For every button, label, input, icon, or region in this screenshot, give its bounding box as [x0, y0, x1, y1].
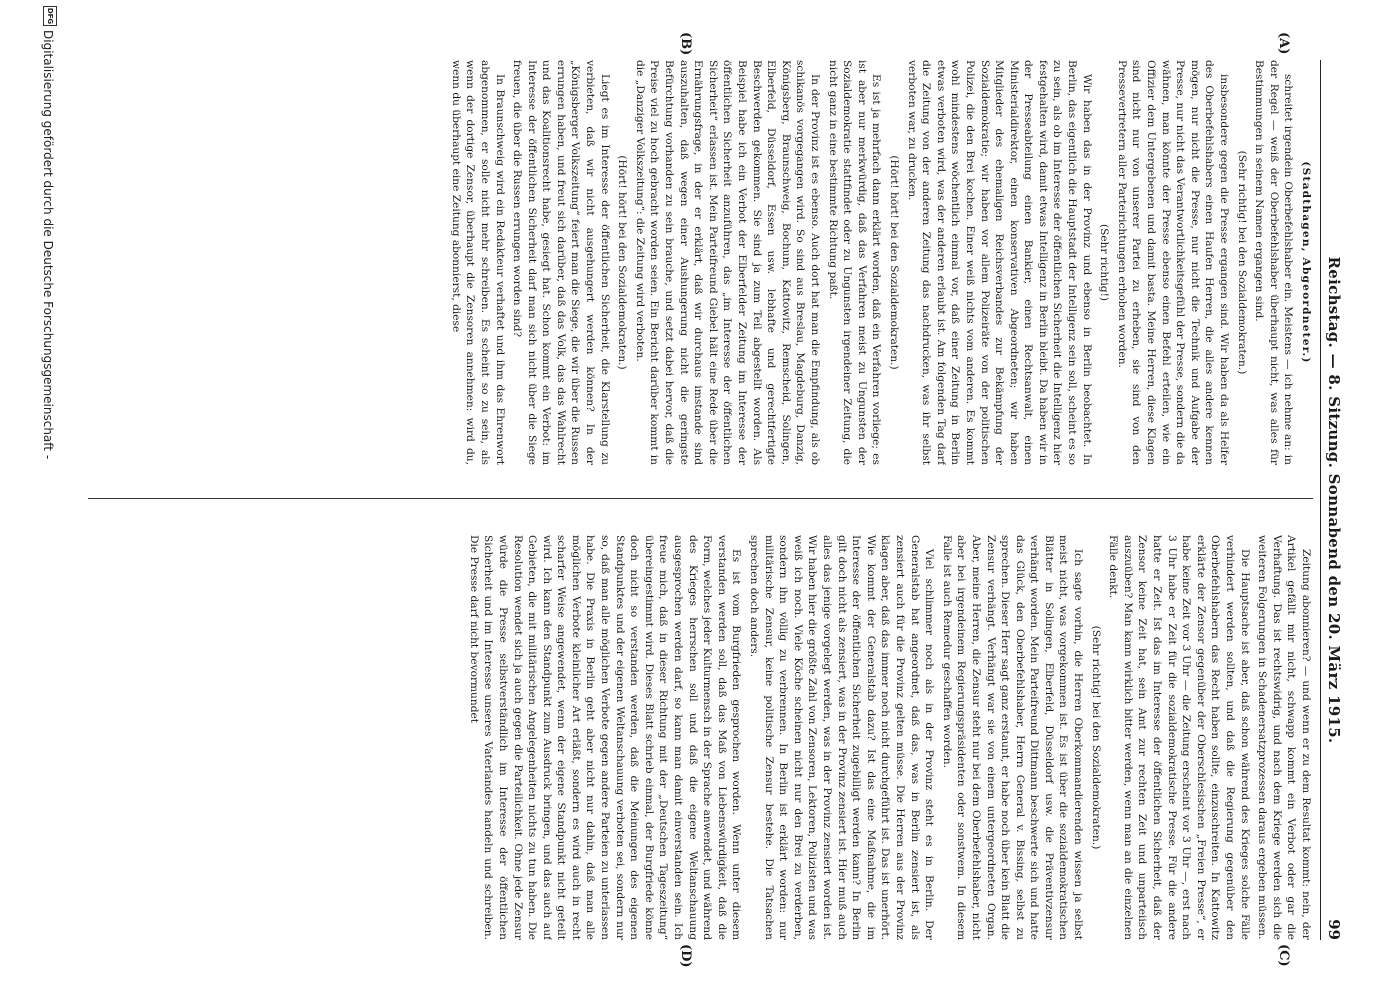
paragraph: Es ist vom Burgfrieden gesprochen worden. Wenn unter diesem verstanden werden soll, daß das Maß von Liebenswürdigkeit, daß die Form, welches jeder Kulturmensch in der Sprache anwendet, und während des Krieges herrschen soll und daß die eigene Weltanschauung ausgesprochen werden darf, so kann man damit einverstanden sein. Ich freue mich, daß in dieser Richtung mit der „Deutschen Tageszeitung“ übereingestimmt wird. Dieses Blatt schrieb einmal, der Burgfriede könne doch nicht so verstanden werden, daß die Meinungen des eigenen Standpunktes und der eigenen Weltanschauung verboten sei, sondern nur so, daß man alle möglichen Verbote gegen andere Parteien zu unterlassen habe. Die Praxis in Berlin geht aber nicht nur dahin, daß man alle möglichen Verbote kleinlicher Art erläßt, sondern es wird auch in recht scharfer Weise angewendet, wenn der eigene Standpunkt nicht geteilt wird. Ich kann den Standpunkt zum Ausdruck bringen, und das auch auf Gebieten, die mit militärischen Angelegenheiten nichts zu tun haben. Die Resolution wendet sich ja auch gegen die Parteilichkeit. Ohne jede Zensur würde die Presse selbstverständlich im Interesse der öffentlichen Sicherheit und im Interesse unseres Vaterlandes handeln und schreiben. Die Presse darf nicht bevormundet	[467, 535, 743, 940]
interjection: (Hört! hört! bei den Sozialdemokraten.)	[616, 155, 629, 370]
paragraph: schreitet irgendein Oberbefehlshaber ein. Meistens — ich nehme an: in der Regel — weiß der Oberbefehlshaber überhaupt nicht, was alles für Bestimmungen in seinem Namen ergangen sind.	[1253, 60, 1295, 465]
dfg-logo-icon: DFG	[43, 6, 57, 26]
speaker-name: (Stadthagen, Abgeordneter.)	[1300, 161, 1312, 364]
paragraph: insbesondere gegen die Presse ergangen sind. Wir haben da als Helfer des Oberbefehlshabers einen Haufen Herren, die alles andere kennen mögen, nur nicht die Presse, nur nicht die Technik und Aufgabe der Presse, nur nicht das Verantwortlichkeitsgefühl der Presse, sondern die da wähnen, man könnte der Presse ebenso einen Befehl erteilen, wie ein Offizier dem Untergebenen und damit basta. Meine Herren, diese Klagen sind nicht nur von unserer Partei zu erheben, sie sind von den Pressevertretern aller Parteirichtungen erhoben worden.	[1115, 60, 1231, 465]
right-text-column	[83, 535, 1313, 940]
digitization-footer	[35, 0, 65, 1000]
margin-marker-a: (A)	[1276, 32, 1291, 55]
margin-marker-d: (D)	[678, 944, 693, 968]
page-number: 99	[1325, 919, 1343, 940]
paragraph: Zeitung abonnieren? — und wenn er zu dem Resultat kommt: nein, der Artikel gefällt mir nicht, schwapp kommt ein Verbot oder gar die Verhaftung. Das ist rechtswidrig, und nach dem Kriege werden sich die weiteren Folgerungen in Schadenersatzprozessen daraus ergeben müssen.	[1256, 535, 1312, 940]
paragraph: Viel schlimmer noch als in der Provinz steht es in Berlin. Der Generalstab hat angeordnet, daß das, was in Berlin zensiert ist, als zensiert auch für die Provinz gelten müsse. Die Herren aus der Provinz klagen aber, daß das immer noch nicht durchgeführt ist. Das ist unerhört. Wie kommt der Generalstab dazu? Ist das eine Maßnahme, die im Interesse der öffentlichen Sicherheit zugebilligt werden kann? In Berlin gilt doch nicht als zensiert, was in der Provinz zensiert ist. Hier muß auch alles das jenige vorgelegt werden, was in der Provinz zensiert worden ist. Wir haben hier die größte Zahl von Zensoren, Lektoren, Polizisten und was weiß ich noch. Viele Köche scheinen nicht nur den Brei zu verderben, sondern ihn völlig zu verbrennen. In Berlin ist erklärt worden: nur militärische Zensur, keine politische Zensur bestehe. Die Tatsachen sprechen doch anders.	[748, 535, 936, 940]
paragraph: In der Provinz ist es ebenso. Auch dort hat man die Empfindung, als ob schikanös vorgegangen wird. So sind aus Breslau, Magdeburg, Danzig, Königsberg, Braunschweig, Bochum, Kattowitz, Remscheid, Solingen, Elberfeld, Düsseldorf, Essen usw. lebhafte und gerechtfertigte Beschwerden gekommen. Sie sind ja zum Teil abgestellt worden. Als Beispiel habe ich ein Verbot der Elberfelder Zeitung im Interesse der öffentlichen Sicherheit anzuführen, das „im Interesse der öffentlichen Sicherheit“ erlassen ist. Mein Parteifreund Giebel hält eine Rede über die Ernährungsfrage, in der er erklärt, daß wir durchaus imstande sind auszuhalten, daß wegen einer Aushungerung nicht die geringste Befürchtung vorhanden zu sein brauche, und setzt dabei hervor, daß die Preise viel zu hoch gebracht worden seien. Ein Bericht darüber kommt in die „Danziger Volkszeitung“: die Zeitung wird verboten.	[633, 60, 821, 465]
column-divider	[88, 498, 1313, 499]
page-header-title: Reichstag. — 8. Sitzung. Sonnabend den 20. März 1915.	[1325, 256, 1343, 744]
margin-marker-b: (B)	[678, 32, 693, 56]
page-header	[1320, 60, 1345, 940]
paragraph: Liegt es im Interesse der öffentlichen Sicherheit, die Klarstellung zu verbieten, daß wir nicht ausgehungert werden können? In der „Königsberger Volkszeitung“ feiert man die Siege, die wir über die Russen errungen haben, und freut sich darüber, daß das Volk, das das Wahlrecht und das Koalitionsrecht habe, gesiegt hat. Schon kommt ein Verbot: im Interesse der öffentlichen Sicherheit darf man sich nicht über die Siege freuen, die über die Russen errungen worden sind?	[511, 60, 611, 465]
interjection: (Sehr richtig! bei den Sozialdemokraten.)	[1235, 150, 1248, 375]
paragraph: Die Hauptsache ist aber, daß schon während des Krieges solche Fälle verhindert werden sollten, und daß die Regierung gegenüber den Oberbefehlshabern das Recht haben sollte, einzuschreiten. In Kattowitz erklärte der Zensor gegenüber der Oberschlesischen „Freien Presse“, er habe keine Zeit vor 3 Uhr — die Zeitung erscheint vor 3 Uhr —, erst nach 3 Uhr habe er Zeit für die sozialdemokratische Presse. Für die andere hatte er Zeit. Ist das im Interesse der öffentlichen Sicherheit, daß der Zensor keine Zeit hat, sein Amt zur rechten Zeit und unparteiisch auszuüben? Man kann wirklich bitter werden, wenn man an die einzelnen Fälle denkt.	[1107, 535, 1251, 940]
left-text-column	[83, 60, 1313, 465]
paragraph: Ich sagte vorhin, die Herren Oberkommandierenden wissen ja selbst meist nicht, was vorgekommen ist. Es ist über die sozialdemokratischen Blätter in Solingen, Elberfeld, Düsseldorf usw. die Präventivzensur verhängt worden. Mein Parteifreund Dittmann beschwerte sich und hatte das Glück, den Oberbefehlshaber, Herrn General v. Bissing, selbst zu sprechen. Dieser Herr sagt ganz erstaunt, er habe noch über kein Blatt die Zensur verhängt. Verhängt war sie von einem untergeordneten Organ. Aber, meine Herren, die Zensur steht nur bei dem Oberbefehlshaber, nicht aber bei irgendeinem Regierungspräsidenten oder sonstwem. In diesem Falle ist auch Remedur geschaffen worden.	[940, 535, 1085, 940]
paragraph: Wir haben das in der Provinz und ebenso in Berlin beobachtet. In Berlin, das eigentlich die Hauptstadt der Intelligenz sein soll, scheint es so zu sein, als ob im Interesse der öffentlichen Sicherheit die Intelligenz hier festgehalten wird, damit etwas Intelligenz in Berlin bleibt. Da haben wir in der Presseabteilung einen Bankier, einen Rechtsanwalt, einen Ministerialdirektor, einen konservativen Abgeordneten; wir haben Mitglieder des ehemaligen Reichsverbandes zur Bekämpfung der Sozialdemokratie; wir haben vor allem Polizeiräte von der politischen Polizei, die den Brei kochen. Einer weiß nichts vom anderen. Es kommt wohl mindestens wöchentlich einmal vor, daß einer Zeitung in Berlin etwas verboten wird, was der anderen erlaubt ist. Am folgenden Tag darf die Zeitung von der anderen Zeitung das nachdrucken, was ihr selbst verboten war, zu drucken.	[905, 60, 1093, 465]
paragraph: Es ist ja mehrfach dann erklärt worden, daß ein Verfahren vorliege; es ist aber nur merkwürdig, daß das Verfahren meist zu Ungunsten der Sozialdemokratie stattfindet oder zu Ungunsten irgendeiner Zeitung, die nicht ganz in eine bestimmte Richtung paßt.	[826, 60, 883, 465]
paragraph: In Braunschweig wird ein Redakteur verhaftet und ihm das Ehrenwort abgenommen, er solle nicht mehr schreiben. Es scheint so zu sein, als wenn der dortige Zensor, überhaupt die Zensoren annehmen: wird du, wenn du überhaupt eine Zeitung abonnierst, diese	[449, 60, 506, 465]
margin-marker-c: (C)	[1276, 944, 1291, 967]
interjection: (Sehr richtig! bei den Sozialdemokraten.)	[1089, 625, 1102, 850]
interjection: (Sehr richtig!)	[1098, 224, 1111, 301]
interjection: (Hört! hört! bei den Sozialdemokraten.)	[887, 155, 900, 370]
digitization-credit: Digitalisierung gefördert durch die Deutsche Forschungsgemeinschaft -	[41, 30, 55, 460]
